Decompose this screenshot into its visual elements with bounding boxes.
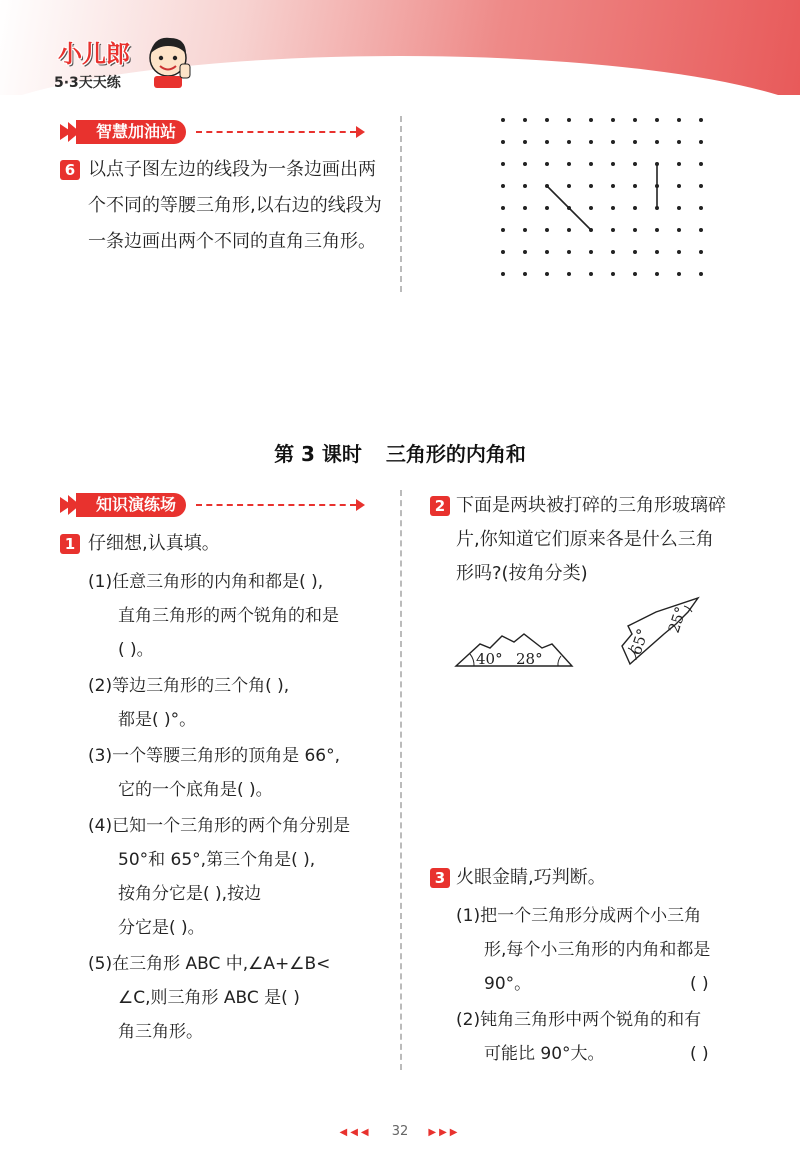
grid-dot	[677, 118, 681, 122]
grid-dot	[523, 140, 527, 144]
grid-dot	[501, 184, 505, 188]
grid-dot	[633, 140, 637, 144]
grid-dot	[567, 118, 571, 122]
q1-line: ( )。	[118, 640, 154, 660]
q3-answer-bracket-2[interactable]: ( )	[690, 1044, 709, 1064]
grid-dot	[523, 118, 527, 122]
grid-dot	[545, 228, 549, 232]
q1-line: (1)任意三角形的内角和都是( ),	[88, 572, 324, 592]
grid-dot	[501, 272, 505, 276]
q2-text-line: 下面是两块被打碎的三角形玻璃碎	[456, 495, 726, 516]
grid-dot	[611, 272, 615, 276]
grid-dot	[655, 250, 659, 254]
grid-dot	[567, 162, 571, 166]
main-divider	[400, 490, 402, 1070]
grid-dot	[611, 228, 615, 232]
top-divider	[400, 116, 402, 292]
q1-line: (3)一个等腰三角形的顶角是 66°,	[88, 746, 341, 766]
section-badge-practice	[58, 493, 365, 517]
grid-dot	[677, 206, 681, 210]
left-segment	[547, 186, 591, 230]
grid-dot	[677, 228, 681, 232]
question-1-title: 仔细想,认真填。	[88, 533, 220, 554]
page-number: 32	[391, 1124, 409, 1139]
grid-dot	[589, 140, 593, 144]
glass-shard-1	[450, 622, 580, 672]
shard-1-angle-a: 40°	[476, 650, 503, 668]
grid-dot	[589, 184, 593, 188]
grid-dot	[633, 228, 637, 232]
grid-dot	[655, 140, 659, 144]
grid-dot	[589, 250, 593, 254]
badge-dash-line	[196, 504, 356, 506]
grid-dot	[523, 250, 527, 254]
right-triangles-icon: ▶▶▶	[428, 1127, 461, 1138]
grid-dot	[501, 118, 505, 122]
q1-line: (5)在三角形 ABC 中,∠A+∠B<	[88, 954, 331, 974]
brand-logo	[48, 28, 198, 98]
grid-dot	[611, 206, 615, 210]
grid-dot	[589, 118, 593, 122]
section-badge-label: 知识演练场	[86, 493, 186, 517]
question-number-1: 1	[60, 534, 80, 554]
grid-dot	[699, 272, 703, 276]
grid-dot	[633, 272, 637, 276]
grid-dot	[589, 206, 593, 210]
badge-arrow-icon	[356, 126, 365, 138]
grid-dot	[567, 250, 571, 254]
q1-line: (4)已知一个三角形的两个角分别是	[88, 816, 351, 836]
grid-dot	[523, 184, 527, 188]
q1-line: 按角分它是( ),按边	[118, 884, 262, 904]
grid-dot	[699, 140, 703, 144]
lesson-number: 第 3 课时	[274, 442, 362, 466]
q3-answer-bracket-1[interactable]: ( )	[690, 974, 709, 994]
grid-dot	[655, 272, 659, 276]
grid-dot	[589, 272, 593, 276]
q2-text-line: 片,你知道它们原来各是什么三角	[456, 529, 714, 550]
q1-line: 它的一个底角是( )。	[118, 780, 273, 800]
brand-name: 小儿郎	[58, 40, 130, 68]
grid-dot	[677, 272, 681, 276]
q3-line: (1)把一个三角形分成两个小三角	[456, 906, 702, 926]
shard-2-angle-a: 65°	[626, 626, 653, 658]
grid-dot	[545, 118, 549, 122]
grid-dot	[501, 250, 505, 254]
shard-1-angle-b: 28°	[516, 650, 543, 668]
lesson-title	[0, 438, 800, 467]
grid-dot	[699, 206, 703, 210]
grid-dot	[523, 272, 527, 276]
grid-dot	[677, 140, 681, 144]
grid-dot	[545, 272, 549, 276]
question-3-title: 火眼金睛,巧判断。	[456, 867, 606, 888]
q1-line: 直角三角形的两个锐角的和是	[118, 606, 339, 626]
grid-dot	[523, 206, 527, 210]
q3-line: 90°。	[484, 974, 532, 994]
q1-line: 角三角形。	[118, 1022, 203, 1042]
fish-emblem-icon	[58, 120, 86, 144]
mascot-icon	[140, 32, 196, 90]
grid-dot	[501, 162, 505, 166]
question-6-text: 以点子图左边的线段为一条边画出两个不同的等腰三角形,以右边的线段为一条边画出两个不同的直角三角形。	[88, 159, 382, 252]
grid-dot	[633, 206, 637, 210]
dot-grid	[495, 110, 705, 280]
grid-dot	[633, 184, 637, 188]
grid-dot	[611, 140, 615, 144]
grid-dot	[501, 140, 505, 144]
q1-line: 分它是( )。	[118, 918, 205, 938]
question-number-3: 3	[430, 868, 450, 888]
q3-line: 可能比 90°大。	[484, 1044, 605, 1064]
grid-dot	[589, 162, 593, 166]
grid-dot	[545, 140, 549, 144]
left-triangles-icon: ◀◀◀	[339, 1127, 372, 1138]
grid-dot	[655, 228, 659, 232]
grid-dot	[699, 184, 703, 188]
grid-dot	[545, 250, 549, 254]
question-number-6: 6	[60, 160, 80, 180]
grid-dot	[655, 118, 659, 122]
grid-dot	[633, 162, 637, 166]
badge-arrow-icon	[356, 499, 365, 511]
grid-dot	[523, 228, 527, 232]
grid-dot	[611, 162, 615, 166]
grid-dot	[699, 250, 703, 254]
grid-dot	[567, 184, 571, 188]
grid-dot	[567, 140, 571, 144]
glass-shard-2	[616, 594, 706, 672]
q2-text-line: 形吗?(按角分类)	[456, 563, 588, 584]
q1-line: 50°和 65°,第三个角是( ),	[118, 850, 316, 870]
grid-dot	[633, 118, 637, 122]
grid-dot	[699, 162, 703, 166]
q1-line: 都是( )°。	[118, 710, 197, 730]
section-badge-tips	[58, 120, 365, 144]
grid-dot	[699, 118, 703, 122]
grid-dot	[699, 228, 703, 232]
q1-line: (2)等边三角形的三个角( ),	[88, 676, 290, 696]
brand-subtitle: 5·3天天练	[54, 75, 121, 91]
question-number-2: 2	[430, 496, 450, 516]
fish-emblem-icon	[58, 493, 86, 517]
grid-dot	[611, 184, 615, 188]
grid-dot	[633, 250, 637, 254]
shard-2-angle-b: 25°	[664, 604, 691, 636]
lesson-name: 三角形的内角和	[385, 442, 526, 466]
grid-dot	[545, 162, 549, 166]
grid-dot	[501, 228, 505, 232]
q3-line: (2)钝角三角形中两个锐角的和有	[456, 1010, 702, 1030]
grid-dot	[677, 162, 681, 166]
grid-dot	[567, 272, 571, 276]
grid-dot	[677, 184, 681, 188]
q1-line: ∠C,则三角形 ABC 是( )	[118, 988, 300, 1008]
badge-dash-line	[196, 131, 356, 133]
grid-dot	[611, 118, 615, 122]
page-footer	[0, 1124, 800, 1139]
section-badge-label: 智慧加油站	[86, 120, 186, 144]
grid-dot	[501, 206, 505, 210]
grid-dot	[611, 250, 615, 254]
grid-dot	[523, 162, 527, 166]
grid-dot	[677, 250, 681, 254]
q3-line: 形,每个小三角形的内角和都是	[484, 940, 711, 960]
grid-dot	[545, 206, 549, 210]
grid-dot	[567, 228, 571, 232]
